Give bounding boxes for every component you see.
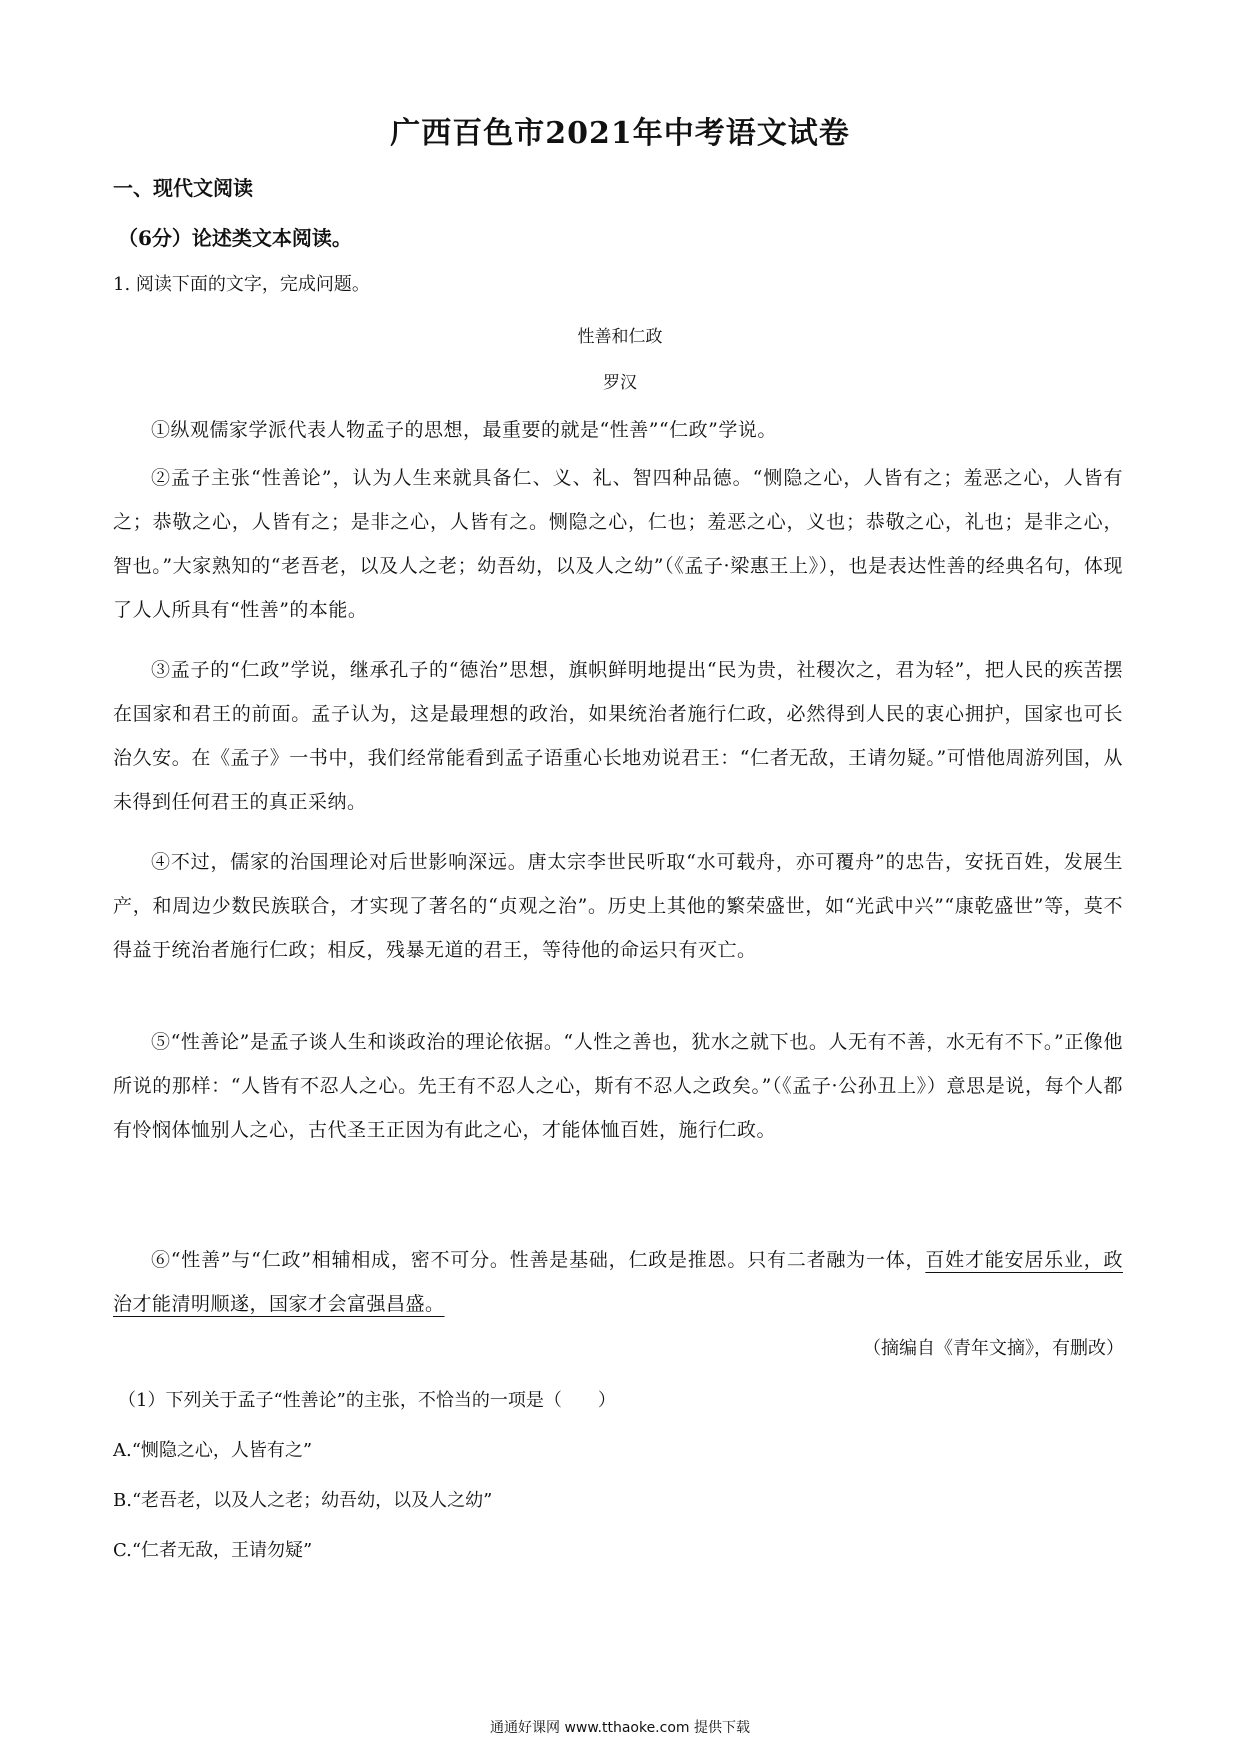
article-title: 性善和仁政 xyxy=(577,327,663,347)
paragraph-2: ②孟子主张“性善论”，认为人生来就具备仁、义、礼、智四种品德。“恻隐之心，人皆有之；羞恶之心，人皆有之；恭敬之心，人皆有之；是非之心，人皆有之。恻隐之心，仁也；羞恶之心，义也；恭敬之心，礼也；是非之心，智也。”大家熟知的“老吾老，以及人之老；幼吾幼，以及人之幼”（《孟子·梁惠王上》），也是表达性善的经典名句，体现了人人所具有“性善”的本能。 xyxy=(113,467,1123,621)
paragraph-4: ④不过，儒家的治国理论对后世影响深远。唐太宗李世民听取“水可载舟，亦可覆舟”的忠告，安抚百姓，发展生产，和周边少数民族联合，才实现了著名的“贞观之治”。历史上其他的繁荣盛世，如“光武中兴”“康乾盛世”等，莫不得益于统治者施行仁政；相反，残暴无道的君王，等待他的命运只有灭亡。 xyxy=(113,851,1123,961)
paragraph-5: ⑤“性善论”是孟子谈人生和谈政治的理论依据。“人性之善也，犹水之就下也。人无有不善，水无有不下。”正像他所说的那样：“人皆有不忍人之心。先王有不忍人之心，斯有不忍人之政矣。”（《孟子·公孙丑上》）意思是说，每个人都有怜悯体恤别人之心，古代圣王正因为有此之心，才能体恤百姓，施行仁政。 xyxy=(113,1031,1123,1141)
paragraph-6-text: ⑥“性善”与“仁政”相辅相成，密不可分。性善是基础，仁政是推恩。只有二者融为一体， xyxy=(151,1249,926,1271)
paragraph-6 xyxy=(113,1238,1123,1326)
option-c: C.“仁者无敌，王请勿疑” xyxy=(113,1540,313,1561)
footer-text: 通通好课网 www.tthaoke.com 提供下载 xyxy=(490,1720,750,1736)
section-heading: 一、现代文阅读 xyxy=(113,176,253,200)
sub-heading: （6分）论述类文本阅读。 xyxy=(118,226,352,250)
article-author: 罗汉 xyxy=(603,373,637,393)
paragraph-1: ①纵观儒家学派代表人物孟子的思想，最重要的就是“性善”“仁政”学说。 xyxy=(151,419,777,441)
paragraph-3: ③孟子的“仁政”学说，继承孔子的“德治”思想，旗帜鲜明地提出“民为贵，社稷次之，君为轻”，把人民的疾苦摆在国家和君王的前面。孟子认为，这是最理想的政治，如果统治者施行仁政，必然得到人民的衷心拥护，国家也可长治久安。在《孟子》一书中，我们经常能看到孟子语重心长地劝说君王：“仁者无敌，王请勿疑。”可惜他周游列国，从未得到任何君王的真正采纳。 xyxy=(113,659,1123,813)
question-intro: 1. 阅读下面的文字，完成问题。 xyxy=(113,274,370,295)
option-a: A.“恻隐之心，人皆有之” xyxy=(113,1440,313,1461)
option-b: B.“老吾老，以及人之老；幼吾幼，以及人之幼” xyxy=(113,1490,493,1511)
page-title: 广西百色市2021年中考语文试卷 xyxy=(390,116,850,151)
question-stem: （1）下列关于孟子“性善论”的主张，不恰当的一项是（ ） xyxy=(118,1390,616,1411)
article-source: （摘编自《青年文摘》，有删改） xyxy=(863,1338,1124,1359)
underlined-sentence: 百姓才能安居乐业，政治才能清明顺遂，国家才会富强昌盛。 xyxy=(113,1249,1123,1315)
